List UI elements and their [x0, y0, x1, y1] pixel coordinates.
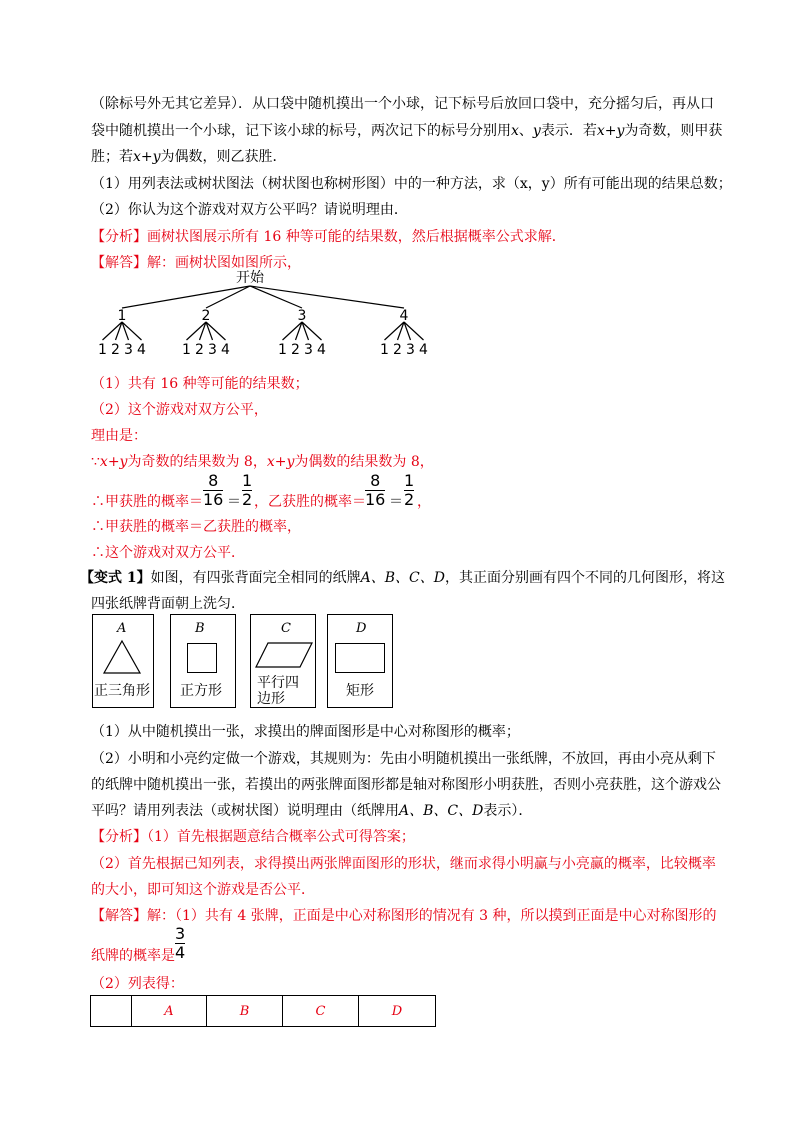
numerator: 3 — [175, 924, 186, 943]
variant-tag: 【变式 1】 — [80, 570, 151, 586]
answer-text: 为奇数的结果数为 8， — [127, 454, 267, 470]
analysis-2-line-1 — [91, 827, 415, 847]
equals-sign: ＝ — [227, 494, 241, 510]
tree-leaf-label: 2 — [393, 342, 402, 358]
var-xy: x+y — [596, 123, 625, 139]
answer-1-p6: ∴甲获胜的概率＝乙获胜的概率， — [91, 519, 301, 535]
answer-2-line-2: 纸牌的概率是 — [91, 948, 175, 964]
card-label: 边形 — [257, 691, 285, 707]
variant-line-2: 四张纸牌背面朝上洗匀． — [91, 596, 245, 612]
table-header-cell: C — [283, 996, 359, 1027]
equals-sign: ＝ — [389, 494, 403, 510]
tree-leaf-label: 2 — [291, 342, 300, 358]
tree-edge — [122, 286, 250, 308]
variant-line-1 — [80, 568, 725, 588]
denominator: 2 — [242, 490, 253, 509]
problem-text: 、 — [518, 123, 533, 139]
tree-branch-label: 2 — [201, 308, 211, 324]
card-a — [92, 614, 154, 708]
variant-text: 如图，有四张背面完全相同的纸牌 — [150, 570, 361, 586]
answer-1-p7: ∴这个游戏对双方公平． — [91, 545, 245, 561]
tree-edge — [250, 286, 404, 308]
question-1: （1）用列表法或树状图法（树状图也称树形图）中的一种方法，求（x，y）所有可能出现的结果总数； — [91, 176, 732, 192]
card-letter: A — [117, 621, 127, 636]
problem-text: 袋中随机摸出一个小球，记下该小球的标号，两次记下的标号分别用 — [91, 123, 511, 139]
answer-1-p5-c: ， — [417, 494, 431, 510]
answer-2-line-3: （2）列表得： — [91, 976, 184, 992]
tree-leaf-label: 2 — [111, 342, 120, 358]
table-row — [91, 996, 436, 1027]
answer-tag: 【解答】 — [91, 255, 147, 271]
fraction-8-16 — [203, 472, 223, 509]
tree-leaf-label: 4 — [221, 342, 230, 358]
problem-text: 为奇数，则甲获 — [624, 123, 723, 139]
tree-branch-label: 4 — [399, 308, 409, 324]
numerator: 1 — [242, 471, 253, 490]
card-letters: A、B、C、D — [360, 570, 445, 586]
parallelogram-shape — [254, 641, 314, 671]
answer-1-p2: （2）这个游戏对双方公平， — [91, 402, 268, 418]
rectangle-shape — [335, 643, 385, 673]
analysis-2-line-3: 的大小，即可知这个游戏是否公平． — [91, 882, 315, 898]
analysis-tag: 【分析】 — [91, 829, 147, 845]
tree-leaf-label: 1 — [98, 342, 107, 358]
analysis-2-line-2: （2）首先根据已知列表，求得摸出两张牌面图形的形状，继而求得小明赢与小亮赢的概率，比较概率 — [91, 856, 716, 872]
tree-leaf-label: 1 — [182, 342, 191, 358]
fraction-1-2 — [404, 472, 414, 509]
tree-leaf-label: 1 — [380, 342, 389, 358]
tree-leaf-label: 3 — [406, 342, 415, 358]
tree-leaf-label: 2 — [195, 342, 204, 358]
card-letters: A、B、C、D — [399, 803, 484, 819]
variant-q2-line-2: 的纸牌中随机摸出一张，若摸出的两张牌面图形都是轴对称图形小明获胜，否则小亮获胜，这个游戏公 — [91, 777, 721, 793]
tree-leaf-label: 4 — [419, 342, 428, 358]
var-xy: x+y — [133, 149, 161, 165]
answer-text: 解：（1）共有 4 张牌，正面是中心对称图形的情况有 3 种，所以摸到正面是中心对称图形的 — [147, 908, 717, 924]
denominator: 16 — [365, 490, 386, 509]
answer-text: 为偶数的结果数为 8， — [294, 454, 434, 470]
tree-root-label: 开始 — [236, 270, 264, 286]
card-letter: D — [356, 621, 367, 636]
denominator: 4 — [175, 943, 186, 962]
fraction-3-4 — [175, 925, 185, 962]
problem-text: 表示．若 — [540, 123, 597, 139]
var-x: x — [511, 123, 519, 139]
problem-text: 为偶数，则乙获胜． — [160, 149, 287, 165]
square-shape — [187, 643, 217, 673]
analysis-tag: 【分析】 — [91, 229, 147, 245]
result-table — [90, 995, 436, 1027]
answer-1-p1: （1）共有 16 种等可能的结果数； — [91, 376, 309, 392]
denominator: 16 — [203, 490, 224, 509]
card-label: 正三角形 — [94, 683, 150, 699]
analysis-text: （1）首先根据题意结合概率公式可得答案； — [147, 829, 415, 845]
triangle-shape — [102, 639, 142, 675]
card-label: 正方形 — [180, 683, 222, 699]
tree-leaf-label: 4 — [317, 342, 326, 358]
tree-branch-label: 3 — [297, 308, 307, 324]
answer-tag: 【解答】 — [91, 908, 147, 924]
problem-line-1: （除标号外无其它差异）．从口袋中随机摸出一个小球，记下标号后放回口袋中，充分摇匀后，再从口 — [91, 96, 714, 112]
tree-leaf-label: 4 — [137, 342, 146, 358]
analysis-1 — [91, 227, 566, 247]
problem-line-3 — [91, 147, 287, 167]
tree-leaf-label: 3 — [124, 342, 133, 358]
tree-diagram — [80, 268, 540, 368]
card-c — [250, 614, 316, 708]
variant-text: 表示）． — [483, 803, 533, 819]
numerator: 8 — [370, 471, 381, 490]
answer-1-p4 — [91, 452, 434, 472]
card-label: 平行四 — [257, 675, 299, 691]
table-header-cell: D — [359, 996, 436, 1027]
variant-q2-line-1: （2）小明和小亮约定做一个游戏，其规则为：先由小明随机摸出一张纸牌，不放回，再由小亮从剩下 — [91, 751, 716, 767]
problem-text: 胜；若 — [91, 149, 133, 165]
table-cell — [91, 996, 132, 1027]
answer-intro: 解：画树状图如图所示， — [147, 255, 301, 271]
variant-text: ，其正面分别画有四个不同的几何图形，将这 — [444, 570, 725, 586]
card-letter: C — [281, 621, 291, 636]
var-xy: x+y — [266, 454, 295, 470]
card-b — [170, 614, 236, 708]
var-y: y — [532, 123, 541, 139]
answer-1-p5-a: ∴甲获胜的概率＝ — [91, 494, 203, 510]
var-xy: x+y — [99, 454, 128, 470]
problem-line-2 — [91, 121, 722, 141]
table-header-cell: B — [207, 996, 283, 1027]
variant-q1: （1）从中随机摸出一张，求摸出的牌面图形是中心对称图形的概率； — [91, 724, 520, 740]
card-label: 矩形 — [346, 683, 374, 699]
fraction-8-16 — [365, 472, 385, 509]
denominator: 2 — [404, 490, 415, 509]
because-symbol: ∵ — [91, 454, 100, 470]
analysis-text: 画树状图展示所有 16 种等可能的结果数，然后根据概率公式求解． — [147, 229, 566, 245]
tree-branch-label: 1 — [117, 308, 127, 324]
variant-q2-line-3 — [91, 801, 532, 821]
question-2: （2）你认为这个游戏对双方公平吗？请说明理由． — [91, 202, 408, 218]
card-d — [327, 614, 393, 708]
answer-1-p5-b: ，乙获胜的概率＝ — [254, 494, 366, 510]
variant-text: 平吗？请用列表法（或树状图）说明理由（纸牌用 — [91, 803, 399, 819]
card-letter: B — [195, 621, 205, 636]
tree-leaf-label: 1 — [278, 342, 287, 358]
numerator: 8 — [208, 471, 219, 490]
answer-2-line-1 — [91, 906, 717, 926]
fraction-1-2 — [242, 472, 252, 509]
answer-1-p3: 理由是： — [91, 428, 147, 444]
numerator: 1 — [404, 471, 415, 490]
table-header-cell: A — [132, 996, 207, 1027]
tree-leaf-label: 3 — [208, 342, 217, 358]
tree-leaf-label: 3 — [304, 342, 313, 358]
